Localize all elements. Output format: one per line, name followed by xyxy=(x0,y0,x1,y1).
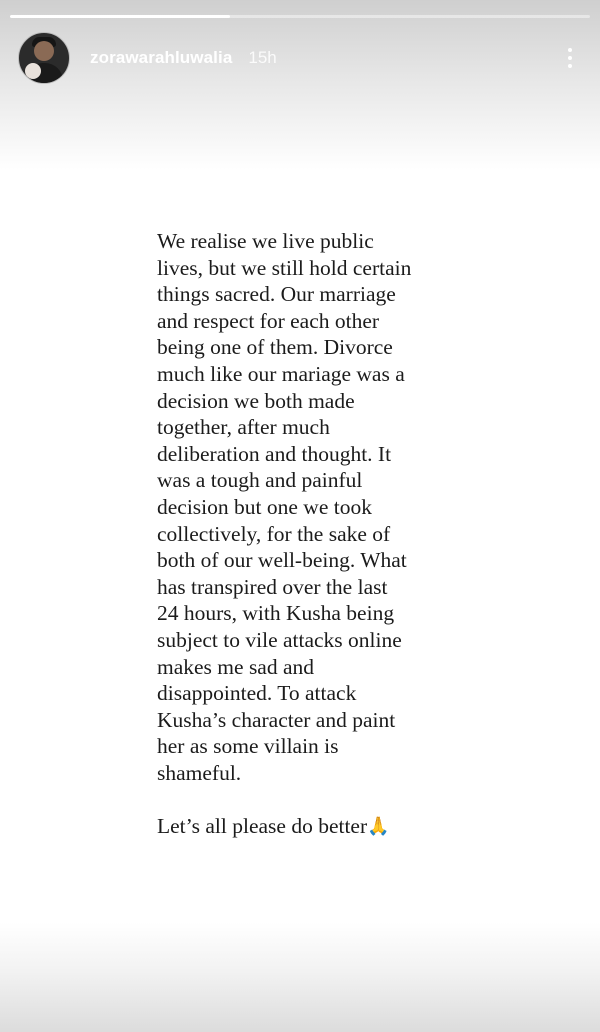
message-line: both of our well-being. What xyxy=(157,548,407,573)
message-line: being one of them. Divorce xyxy=(157,335,393,360)
more-vertical-icon-dot xyxy=(568,56,572,60)
message-line: Kusha’s character and paint xyxy=(157,707,396,732)
message-line: was a tough and painful xyxy=(157,468,363,493)
closing-line xyxy=(157,813,457,841)
message-line: and respect for each other xyxy=(157,308,380,333)
message-line: decision but one we took xyxy=(157,494,372,519)
message-line: decision we both made xyxy=(157,388,355,413)
message-line: subject to vile attacks online xyxy=(157,627,402,652)
message-line: makes me sad and xyxy=(157,654,315,679)
message-line: has transpired over the last xyxy=(157,574,388,599)
message-body xyxy=(157,228,457,786)
username[interactable]: zorawarahluwalia xyxy=(90,48,233,67)
story-header xyxy=(18,32,582,84)
timestamp: 15h xyxy=(248,48,277,67)
praying-hands-icon: 🙏 xyxy=(367,816,390,838)
message-line: things sacred. Our marriage xyxy=(157,282,396,307)
story-text xyxy=(157,228,457,841)
more-vertical-icon-dot xyxy=(568,64,572,68)
message-line: much like our mariage was a xyxy=(157,361,405,386)
message-line: collectively, for the sake of xyxy=(157,521,391,546)
message-line: disappointed. To attack xyxy=(157,681,357,706)
message-line: 24 hours, with Kusha being xyxy=(157,601,395,626)
message-line: together, after much xyxy=(157,415,330,440)
bottom-shade xyxy=(0,922,600,1032)
more-options-button[interactable] xyxy=(558,38,582,78)
message-line: her as some villain is xyxy=(157,734,339,759)
story-progress-fill xyxy=(10,15,230,18)
avatar[interactable] xyxy=(18,32,70,84)
message-line: lives, but we still hold certain xyxy=(157,255,412,280)
top-shade xyxy=(0,0,600,170)
story-progress-bar xyxy=(10,15,590,18)
message-line: We realise we live public xyxy=(157,229,374,253)
more-vertical-icon xyxy=(568,48,572,52)
closing-text: Let’s all please do better xyxy=(157,814,368,839)
message-line: shameful. xyxy=(157,760,242,785)
message-line: deliberation and thought. It xyxy=(157,441,392,466)
